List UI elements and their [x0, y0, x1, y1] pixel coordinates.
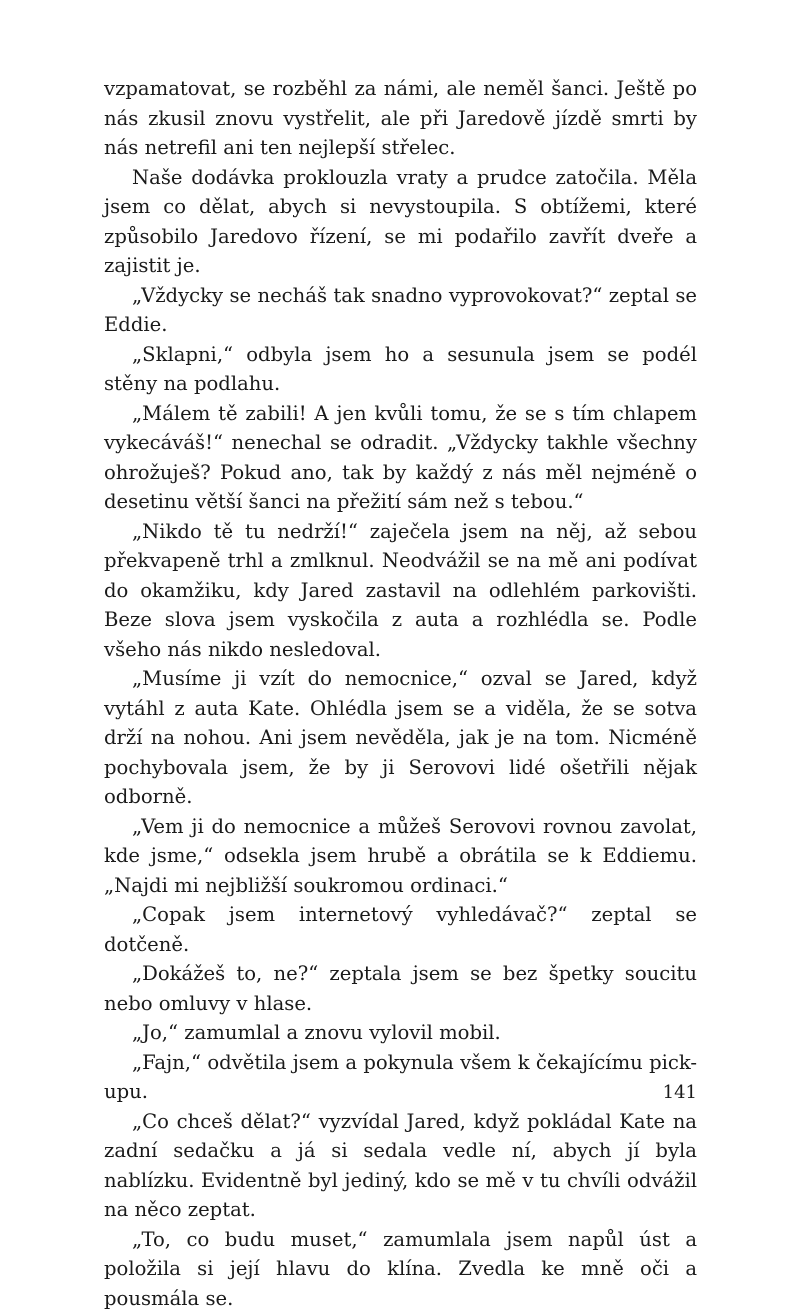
paragraph-5: „Málem tě zabili! A jen kvůli tomu, že se s tím chlapem vykecáváš!“ nenechal se odradit. „Vždycky takhle všechny ohrožuješ? Pokud ano, tak by každý z nás měl nejméně o desetinu větší šanci na přežití sám než s tebou.“	[104, 399, 697, 517]
paragraph-4: „Sklapni,“ odbyla jsem ho a sesunula jsem se podél stěny na podlahu.	[104, 340, 697, 399]
paragraph-7: „Musíme ji vzít do nemocnice,“ ozval se Jared, když vytáhl z auta Kate. Ohlédla jsem se a viděla, že se sotva drží na nohou. Ani jsem nevěděla, jak je na tom. Nicméně pochybovala jsem, že by ji Serovovi lidé ošetřili nějak odborně.	[104, 664, 697, 812]
paragraph-10: „Dokážeš to, ne?“ zeptala jsem se bez špetky soucitu nebo omluvy v hlase.	[104, 959, 697, 1018]
paragraph-2: Naše dodávka proklouzla vraty a prudce zatočila. Měla jsem co dělat, abych si nevystoupila. S obtížemi, které způsobilo Jaredovo řízení, se mi podařilo zavřít dveře a zajistit je.	[104, 163, 697, 281]
paragraph-3: „Vždycky se necháš tak snadno vyprovokovat?“ zeptal se Eddie.	[104, 281, 697, 340]
body-text	[104, 74, 697, 1313]
paragraph-9: „Copak jsem internetový vyhledávač?“ zeptal se dotčeně.	[104, 900, 697, 959]
paragraph-13: „Co chceš dělat?“ vyzvídal Jared, když pokládal Kate na zadní sedačku a já si sedala vedle ní, abych jí byla nablízku. Evidentně byl jediný, kdo se mě v tu chvíli odvážil na něco zeptat.	[104, 1107, 697, 1225]
paragraph-14: „To, co budu muset,“ zamumlala jsem napůl úst a položila si její hlavu do klína. Zvedla ke mně oči a pousmála se.	[104, 1225, 697, 1313]
paragraph-11: „Jo,“ zamumlal a znovu vylovil mobil.	[104, 1018, 697, 1048]
paragraph-1: vzpamatovat, se rozběhl za námi, ale neměl šanci. Ještě po nás zkusil znovu vystřelit, ale při Jaredově jízdě smrti by nás netrefil ani ten nejlepší střelec.	[104, 74, 697, 163]
paragraph-8: „Vem ji do nemocnice a můžeš Serovovi rovnou zavolat, kde jsme,“ odsekla jsem hrubě a obrátila se k Eddiemu. „Najdi mi nejbližší soukromou ordinaci.“	[104, 812, 697, 901]
paragraph-6: „Nikdo tě tu nedrží!“ zaječela jsem na něj, až sebou překvapeně trhl a zmlknul. Neodvážil se na mě ani podívat do okamžiku, kdy Jared zastavil na odlehlém parkovišti. Beze slova jsem vyskočila z auta a rozhlédla se. Podle všeho nás nikdo nesledoval.	[104, 517, 697, 665]
paragraph-12: „Fajn,“ odvětila jsem a pokynula všem k čekajícímu pick-upu.	[104, 1048, 697, 1107]
page-number: 141	[600, 1082, 697, 1103]
